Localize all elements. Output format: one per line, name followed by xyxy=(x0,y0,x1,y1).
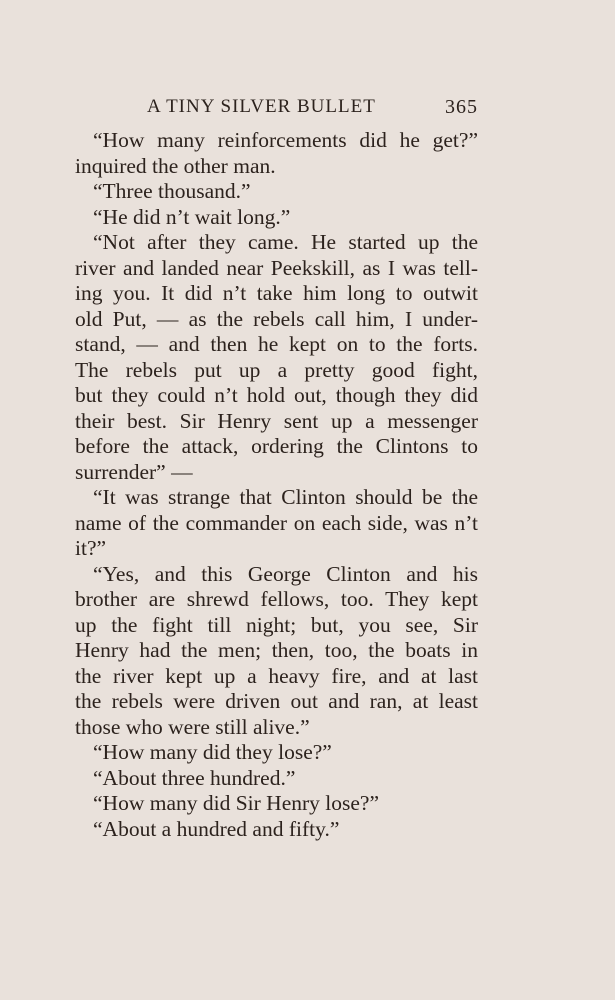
text-line: “Three thousand.” xyxy=(93,179,251,203)
text-line: “Yes, and this George Clinton and his xyxy=(93,561,478,586)
text-line: “How many did Sir Henry lose?” xyxy=(93,791,379,815)
text-line: brother are shrewd fellows, too. They kept xyxy=(75,587,478,611)
text-line: the river kept up a heavy fire, and at last xyxy=(75,663,478,688)
text-line: but they could n’t hold out, though they did xyxy=(75,383,478,407)
text-line: those who were still alive.” xyxy=(75,714,310,739)
text-line: old Put, — as the rebels call him, I under- xyxy=(75,306,478,331)
running-header xyxy=(75,94,478,122)
text-line: the rebels were driven out and ran, at least xyxy=(75,689,478,713)
text-line: “How many did they lose?” xyxy=(93,740,332,764)
text-line: name of the commander on each side, was n’t xyxy=(75,510,478,535)
text-line: “Not after they came. He started up the xyxy=(93,230,478,254)
text-line: Henry had the men; then, too, the boats in xyxy=(75,638,478,662)
text-line: “About a hundred and fifty.” xyxy=(93,816,340,841)
text-line: “It was strange that Clinton should be the xyxy=(93,485,478,509)
body-text xyxy=(75,128,478,842)
text-line: up the fight till night; but, you see, Sir xyxy=(75,612,478,637)
page-number: 365 xyxy=(445,96,478,118)
text-line: their best. Sir Henry sent up a messenger xyxy=(75,408,478,433)
text-line: stand, — and then he kept on to the forts. xyxy=(75,332,478,356)
text-line: “About three hundred.” xyxy=(93,765,296,790)
text-line: “How many reinforcements did he get?” xyxy=(93,128,478,152)
text-line: inquired the other man. xyxy=(75,153,276,178)
text-line: The rebels put up a pretty good fight, xyxy=(75,357,478,382)
running-title: A TINY SILVER BULLET xyxy=(147,96,376,117)
text-line: surrender” — xyxy=(75,459,193,484)
text-line: before the attack, ordering the Clintons to xyxy=(75,434,478,458)
text-line: it?” xyxy=(75,536,107,560)
text-line: ing you. It did n’t take him long to outwit xyxy=(75,281,478,305)
text-line: “He did n’t wait long.” xyxy=(93,204,291,229)
text-line: river and landed near Peekskill, as I was tell- xyxy=(75,255,478,280)
